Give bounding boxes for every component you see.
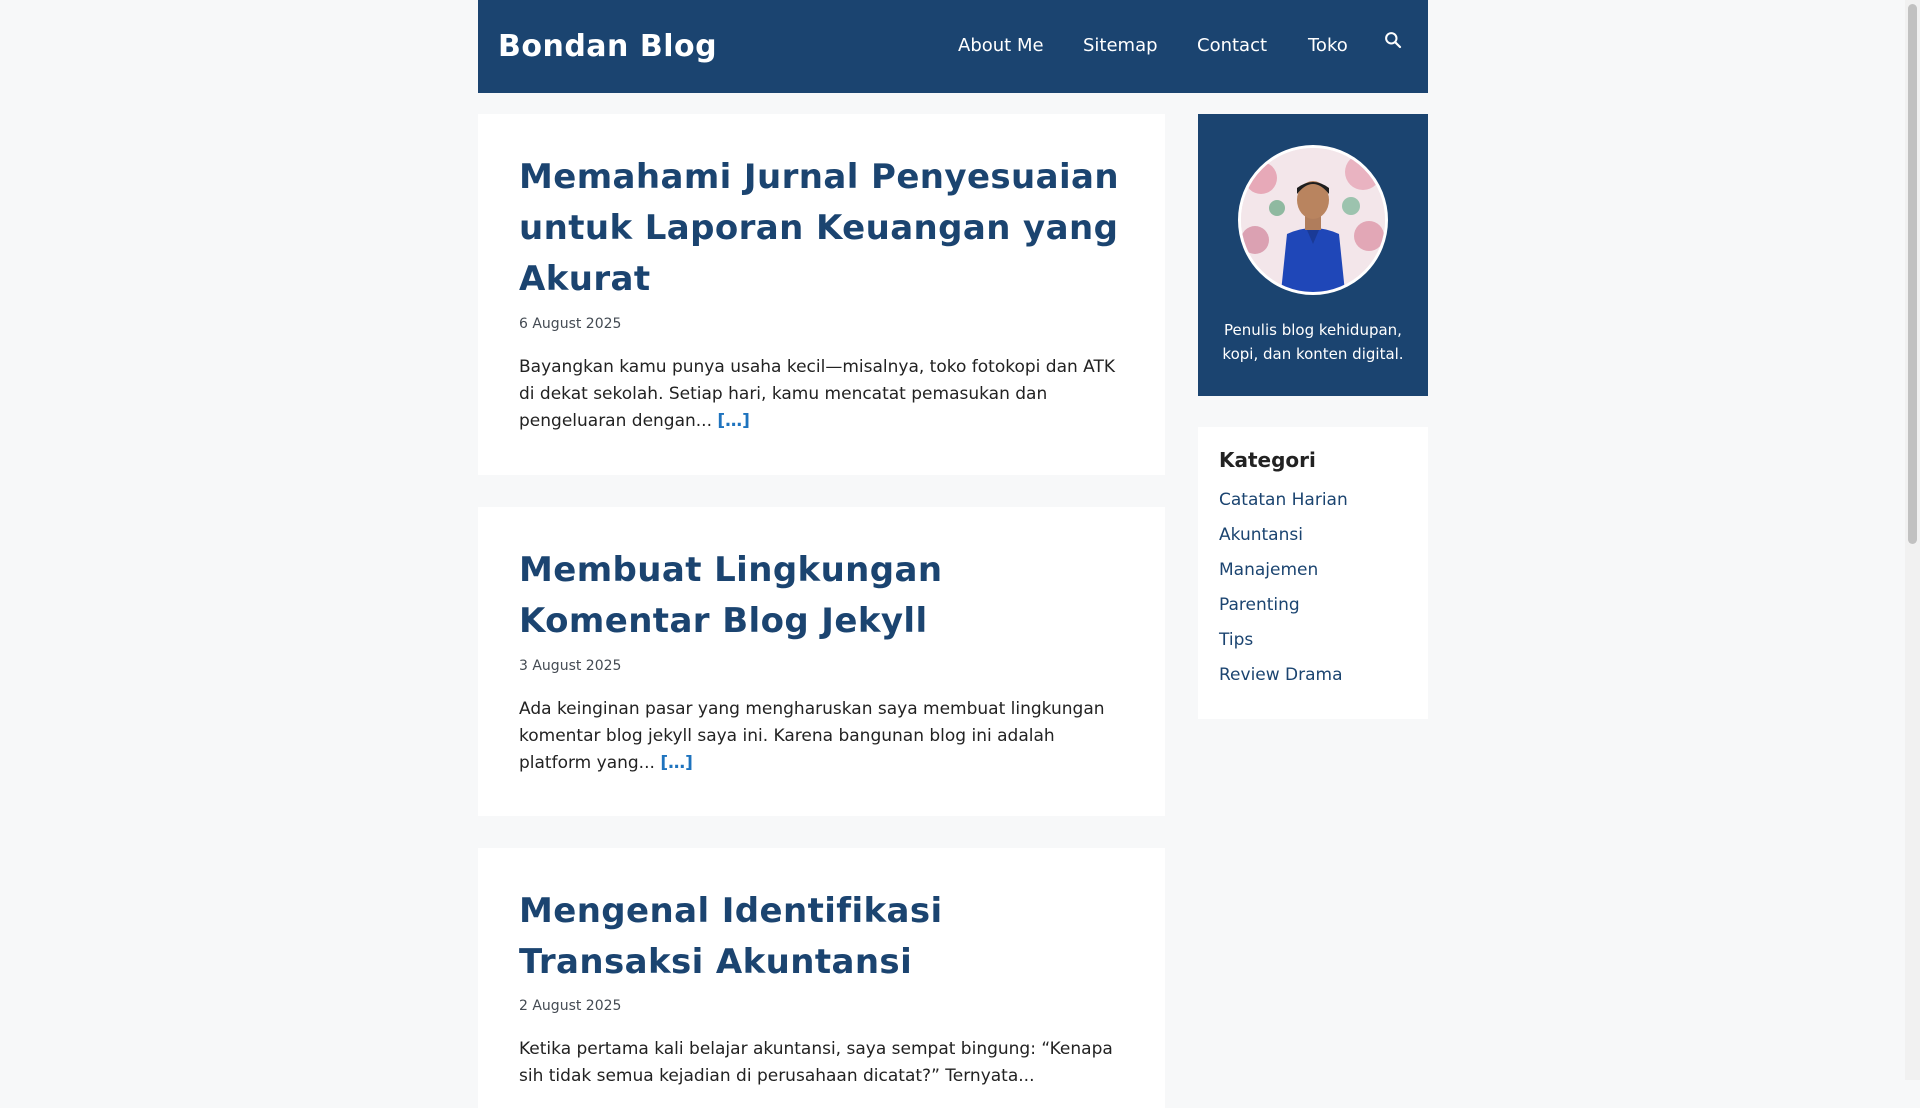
post-excerpt — [519, 696, 1129, 777]
post-card — [478, 848, 1165, 1108]
read-more-link[interactable]: […] — [660, 753, 693, 773]
site-header — [478, 0, 1428, 93]
post-title[interactable]: Mengenal Identifikasi Transaksi Akuntansi — [519, 891, 943, 982]
avatar-photo — [1241, 148, 1385, 292]
nav-item-about-me[interactable]: About Me — [958, 35, 1044, 56]
profile-widget — [1198, 114, 1428, 396]
categories-widget — [1198, 427, 1428, 719]
post-excerpt-text: Bayangkan kamu punya usaha kecil—misalnya, toko fotokopi dan ATK di dekat sekolah. Setiap hari, kamu mencatat pemasukan dan pengeluaran dengan... — [519, 357, 1116, 431]
post-excerpt-text: Ketika pertama kali belajar akuntansi, saya sempat bingung: “Kenapa sih tidak semua kejadian di perusahaan dicatat?” Ternyata... — [519, 1039, 1113, 1086]
category-link-review-drama[interactable]: Review Drama — [1219, 665, 1343, 685]
category-link-tips[interactable]: Tips — [1219, 630, 1254, 650]
post-date: 3 August 2025 — [519, 658, 622, 674]
post-card — [478, 507, 1165, 816]
post-excerpt-text: Ada keinginan pasar yang mengharuskan saya membuat lingkungan komentar blog jekyll saya ini. Karena bangunan blog ini adalah platform yang... — [519, 699, 1105, 773]
post-date: 2 August 2025 — [519, 998, 622, 1014]
post-title[interactable]: Memahami Jurnal Penyesuaian untuk Laporan Keuangan yang Akurat — [519, 157, 1119, 299]
categories-title: Kategori — [1219, 448, 1316, 472]
post-date: 6 August 2025 — [519, 316, 622, 332]
categories-list — [1219, 489, 1348, 699]
post-excerpt — [519, 354, 1129, 435]
scrollbar-thumb[interactable] — [1908, 4, 1917, 544]
site-title[interactable]: Bondan Blog — [498, 29, 718, 64]
nav-item-sitemap[interactable]: Sitemap — [1083, 35, 1158, 56]
nav-item-toko[interactable]: Toko — [1308, 35, 1348, 56]
page-scrollbar[interactable] — [1905, 0, 1920, 1080]
post-card — [478, 114, 1165, 475]
nav-item-contact[interactable]: Contact — [1197, 35, 1268, 56]
read-more-link[interactable]: […] — [717, 411, 750, 431]
post-title[interactable]: Membuat Lingkungan Komentar Blog Jekyll — [519, 550, 943, 641]
category-link-manajemen[interactable]: Manajemen — [1219, 560, 1319, 580]
category-link-catatan-harian[interactable]: Catatan Harian — [1219, 490, 1348, 510]
category-link-akuntansi[interactable]: Akuntansi — [1219, 525, 1303, 545]
post-excerpt — [519, 1036, 1129, 1090]
category-link-parenting[interactable]: Parenting — [1219, 595, 1300, 615]
avatar — [1238, 145, 1388, 295]
search-icon[interactable] — [1384, 31, 1402, 49]
author-bio: Penulis blog kehidupan, kopi, dan konten digital. — [1222, 321, 1404, 363]
